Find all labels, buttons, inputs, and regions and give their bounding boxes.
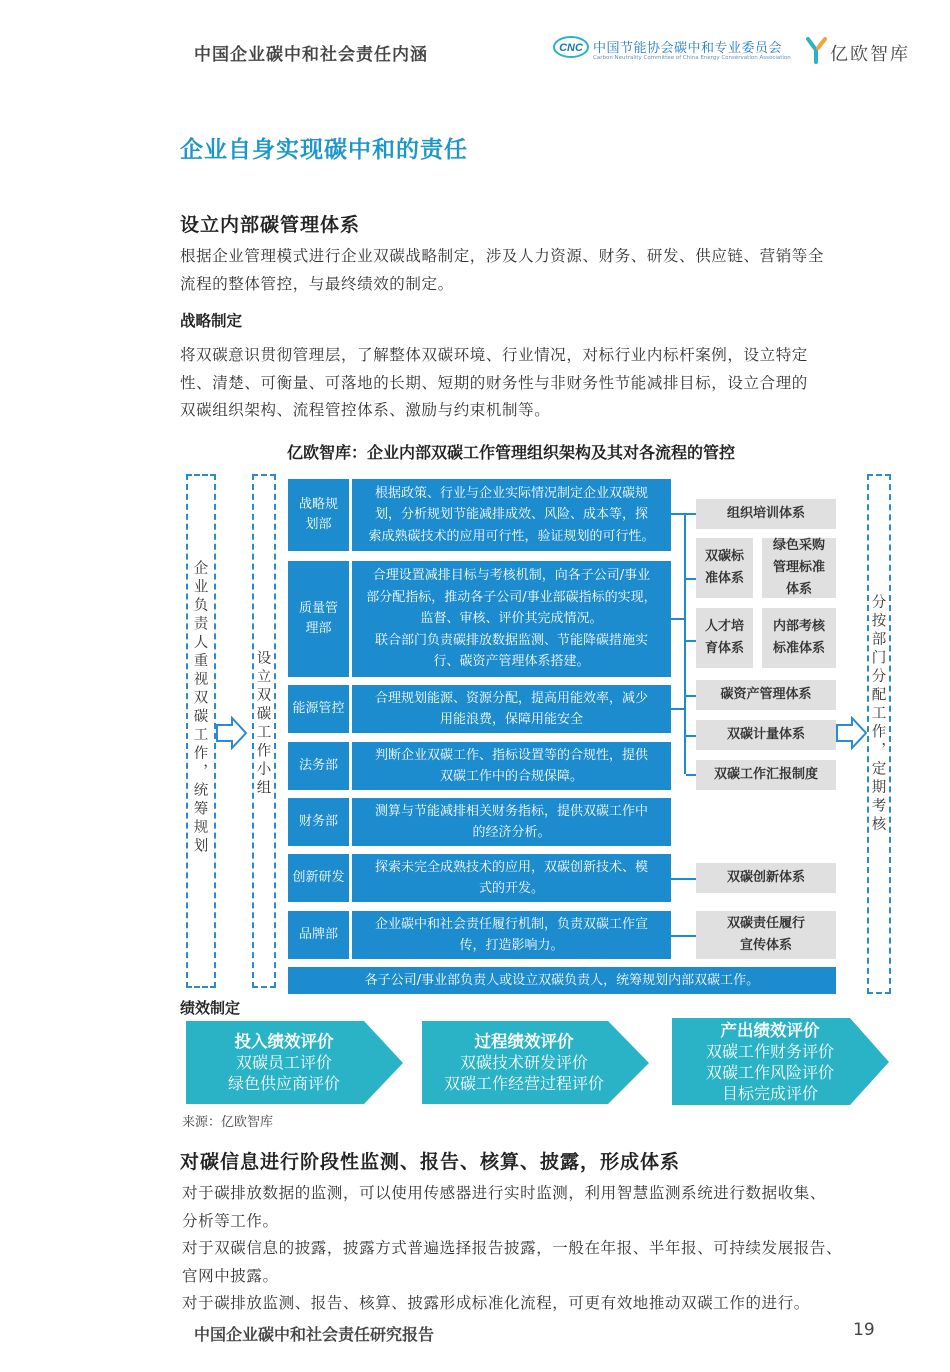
cnc-logo-english: Carbon Neutrality Committee of China Energy Conservation Association — [593, 55, 791, 61]
desc-strategy-planning: 根据政策、行业与企业实际情况制定企业双碳规 划，分析规划节能减排成效、风险、成本等，探 索成熟碳技术的应用可行性，验证规划的可行性。 — [352, 479, 671, 551]
disclosure-paragraph — [182, 1180, 902, 1318]
dept-energy-control: 能源管控 — [288, 685, 349, 733]
connector-line — [686, 695, 696, 697]
perf-process-text — [422, 1031, 626, 1094]
perf-process-item: 双碳技术研发评价 — [459, 1053, 588, 1072]
perf-label: 绩效制定 — [180, 999, 241, 1017]
desc-innovation-rd: 探索未完全成熟技术的应用，双碳创新技术、模 式的开发。 — [352, 854, 671, 902]
dept-brand: 品牌部 — [288, 911, 349, 959]
perf-input-title: 投入绩效评价 — [234, 1032, 334, 1051]
disclosure-line: 分析等工作。 — [182, 1211, 279, 1230]
connector-line — [671, 878, 696, 880]
system-metering: 双碳计量体系 — [696, 720, 836, 750]
system-green-purchase: 绿色采购 管理标准 体系 — [762, 538, 836, 598]
cnc-logo-name: 中国节能协会碳中和专业委员会 — [593, 41, 783, 56]
leader-column-text: 企业负责人重视双碳工作，统筹规划 — [191, 560, 208, 856]
work-group-text: 设立双碳工作小组 — [254, 650, 271, 798]
intro-line: 根据企业管理模式进行企业双碳战略制定，涉及人力资源、财务、研发、供应链、营销等全 — [180, 247, 825, 265]
page-number: 19 — [853, 1320, 875, 1340]
assignment-column-text: 分按部门分配工作，定期考核 — [869, 594, 886, 835]
system-responsibility: 双碳责任履行 宣传体系 — [696, 911, 836, 959]
system-assessment: 内部考核 标准体系 — [762, 608, 836, 668]
connector-line — [686, 735, 696, 737]
source-note: 来源：亿欧智库 — [182, 1115, 274, 1130]
system-training: 组织培训体系 — [696, 499, 836, 529]
strategy-paragraph — [180, 342, 900, 425]
heading-carbon-disclosure: 对碳信息进行阶段性监测、报告、核算、披露，形成体系 — [180, 1151, 681, 1173]
perf-input-item: 双碳员工评价 — [235, 1053, 332, 1072]
system-carbon-asset: 碳资产管理体系 — [696, 680, 836, 710]
dept-innovation-rd: 创新研发 — [288, 854, 349, 902]
yiou-logo-name: 亿欧智库 — [830, 44, 910, 65]
desc-brand: 企业碳中和社会责任履行机制，负责双碳工作宣 传，打造影响力。 — [352, 911, 671, 959]
desc-energy-control: 合理规划能源、资源分配，提高用能效率，减少 用能浪费，保障用能安全 — [352, 685, 671, 733]
subheading-strategy: 战略制定 — [180, 312, 243, 330]
connector-line — [671, 935, 696, 937]
desc-quality-management: 合理设置减排目标与考核机制，向各子公司/事业 部分配指标，推动各子公司/事业部碳指标的实现， 监督、审核、评价其完成情况。 联合部门负责碳排放数据监测、节能降碳措施实 行、碳资产管理体系搭建。 — [352, 561, 671, 677]
perf-process-item: 双碳工作经营过程评价 — [443, 1074, 604, 1093]
connector-line — [686, 578, 696, 580]
dept-legal: 法务部 — [288, 742, 349, 790]
header-title: 中国企业碳中和社会责任内涵 — [194, 45, 428, 65]
subsidiary-bar: 各子公司/事业部负责人或设立双碳负责人，统筹规划内部双碳工作。 — [288, 967, 836, 994]
dept-finance: 财务部 — [288, 798, 349, 846]
disclosure-line: 对于碳排放数据的监测，可以使用传感器进行实时监测，利用智慧监测系统进行数据收集、 — [182, 1184, 827, 1202]
system-talent: 人才培 育体系 — [696, 608, 753, 668]
perf-input-item: 绿色供应商评价 — [227, 1074, 340, 1093]
system-innovation: 双碳创新体系 — [696, 863, 836, 893]
strategy-line: 双碳组织架构、流程管控体系、激励与约束机制等。 — [180, 401, 551, 419]
section-title: 企业自身实现碳中和的责任 — [180, 137, 468, 163]
arrow-right-icon — [216, 716, 248, 750]
intro-line: 流程的整体管控，与最终绩效的制定。 — [180, 274, 454, 293]
connector-line — [686, 640, 696, 642]
heading-internal-carbon-system: 设立内部碳管理体系 — [180, 214, 361, 236]
strategy-line: 将双碳意识贯彻管理层，了解整体双碳环境、行业情况，对标行业内标杆案例，设立特定 — [180, 346, 808, 364]
desc-legal: 判断企业双碳工作、指标设置等的合规性，提供 双碳工作中的合规保障。 — [352, 742, 671, 790]
intro-paragraph — [180, 243, 900, 298]
cnc-logo-icon — [552, 34, 590, 60]
cnc-logo-text: CNC — [559, 42, 583, 54]
perf-input-text — [186, 1031, 382, 1094]
disclosure-line: 对于碳排放监测、报告、核算、披露形成标准化流程，可更有效地推动双碳工作的进行。 — [182, 1294, 810, 1312]
disclosure-line: 对于双碳信息的披露，披露方式普遍选择报告披露，一般在年报、半年报、可持续发展报告、 — [182, 1239, 843, 1257]
perf-output-text — [672, 1020, 868, 1104]
arrow-right-icon — [836, 716, 868, 750]
system-standard: 双碳标 准体系 — [696, 538, 753, 598]
yiou-logo-icon — [806, 36, 828, 64]
perf-process-title: 过程绩效评价 — [474, 1032, 574, 1051]
desc-finance: 测算与节能减排相关财务指标，提供双碳工作中 的经济分析。 — [352, 798, 671, 846]
dept-strategy-planning: 战略规 划部 — [288, 479, 349, 551]
connector-line — [671, 708, 684, 710]
perf-output-item: 目标完成评价 — [721, 1084, 818, 1103]
disclosure-line: 官网中披露。 — [182, 1266, 279, 1285]
connector-line — [686, 774, 696, 776]
strategy-line: 性、清楚、可衡量、可落地的长期、短期的财务性与非财务性节能减排目标，设立合理的 — [180, 373, 808, 392]
perf-output-item: 双碳工作风险评价 — [705, 1063, 834, 1082]
perf-output-item: 双碳工作财务评价 — [705, 1042, 834, 1061]
diagram-title: 亿欧智库：企业内部双碳工作管理组织架构及其对各流程的管控 — [287, 443, 736, 462]
perf-output-title: 产出绩效评价 — [720, 1021, 820, 1040]
system-reporting: 双碳工作汇报制度 — [696, 760, 836, 790]
connector-line — [671, 618, 684, 620]
footer-title: 中国企业碳中和社会责任研究报告 — [194, 1325, 435, 1344]
dept-quality-management: 质量管 理部 — [288, 561, 349, 677]
